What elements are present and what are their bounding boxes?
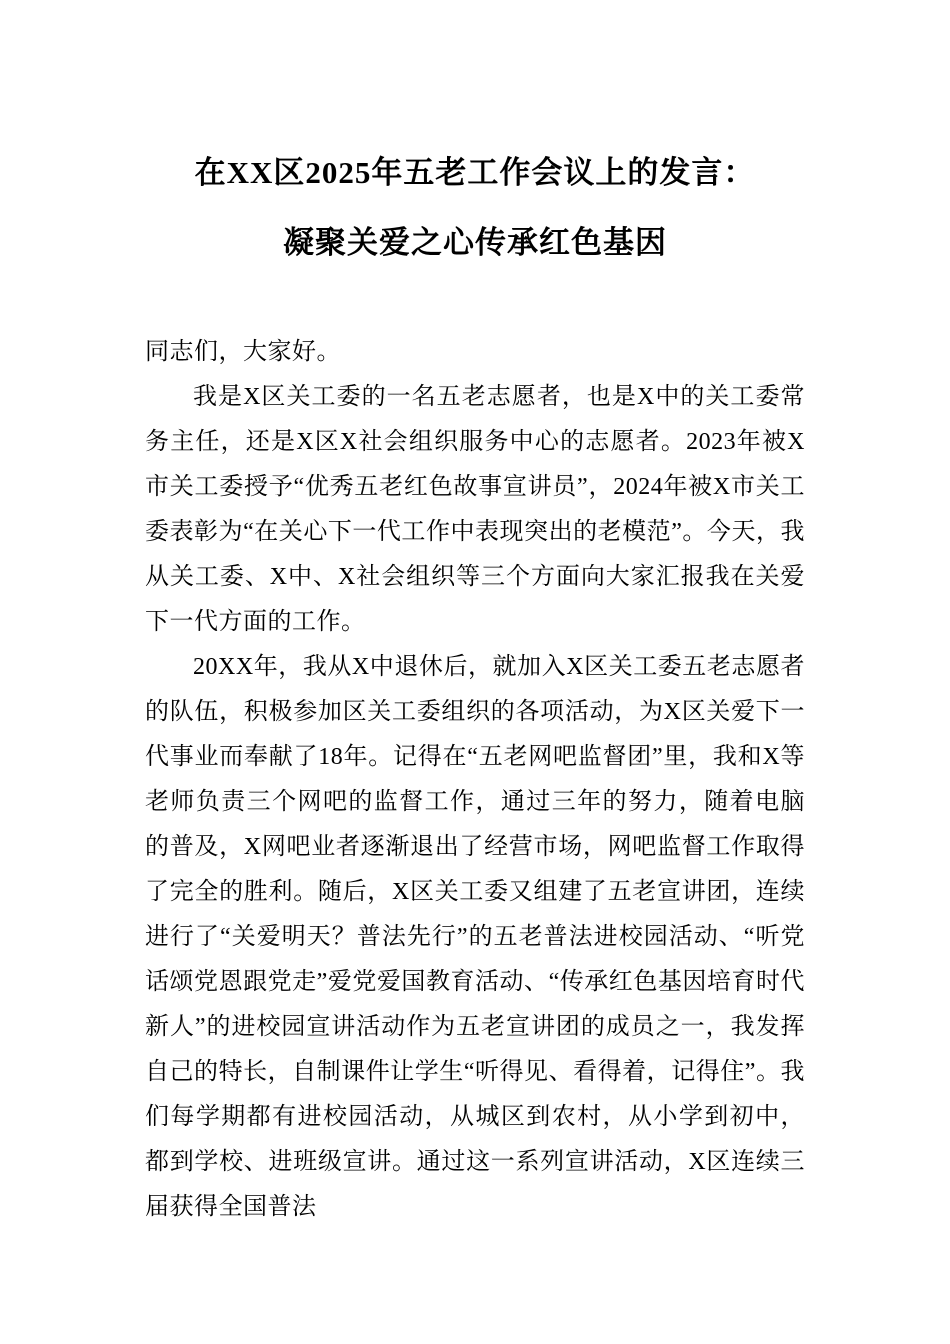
paragraph-work-report: 20XX年，我从X中退休后，就加入X区关工委五老志愿者的队伍，积极参加区关工委组织的各项活动，为X区关爱下一代事业而奉献了18年。记得在“五老网吧监督团”里，我和X等老师负责三个网吧的监督工作，通过三年的努力，随着电脑的普及，X网吧业者逐渐退出了经营市场，网吧监督工作取得了完全的胜利。随后，X区关工委又组建了五老宣讲团，连续进行了“关爱明天？普法先行”的五老普法进校园活动、“听党话颂党恩跟党走”爱党爱国教育活动、“传承红色基因培育时代新人”的进校园宣讲活动作为五老宣讲团的成员之一，我发挥自己的特长，自制课件让学生“听得见、看得着，记得住”。我们每学期都有进校园活动，从城区到农村，从小学到初中，都到学校、进班级宣讲。通过这一系列宣讲活动，X区连续三届获得全国普法 xyxy=(145,654,805,1220)
document-body xyxy=(145,330,805,1230)
paragraph-greeting: 同志们，大家好。 xyxy=(145,339,341,365)
paragraph-self-introduction: 我是X区关工委的一名五老志愿者，也是X中的关工委常务主任，还是X区X社会组织服务中心的志愿者。2023年被X市关工委授予“优秀五老红色故事宣讲员”，2024年被X市关工委表彰为“在关心下一代工作中表现突出的老模范”。今天，我从关工委、X中、X社会组织等三个方面向大家汇报我在关爱下一代方面的工作。 xyxy=(145,384,805,635)
document-title xyxy=(145,138,805,278)
document-title-line-1: 在XX区2025年五老工作会议上的发言： xyxy=(194,155,756,190)
document-title-line-2: 凝聚关爱之心传承红色基因 xyxy=(283,225,667,260)
